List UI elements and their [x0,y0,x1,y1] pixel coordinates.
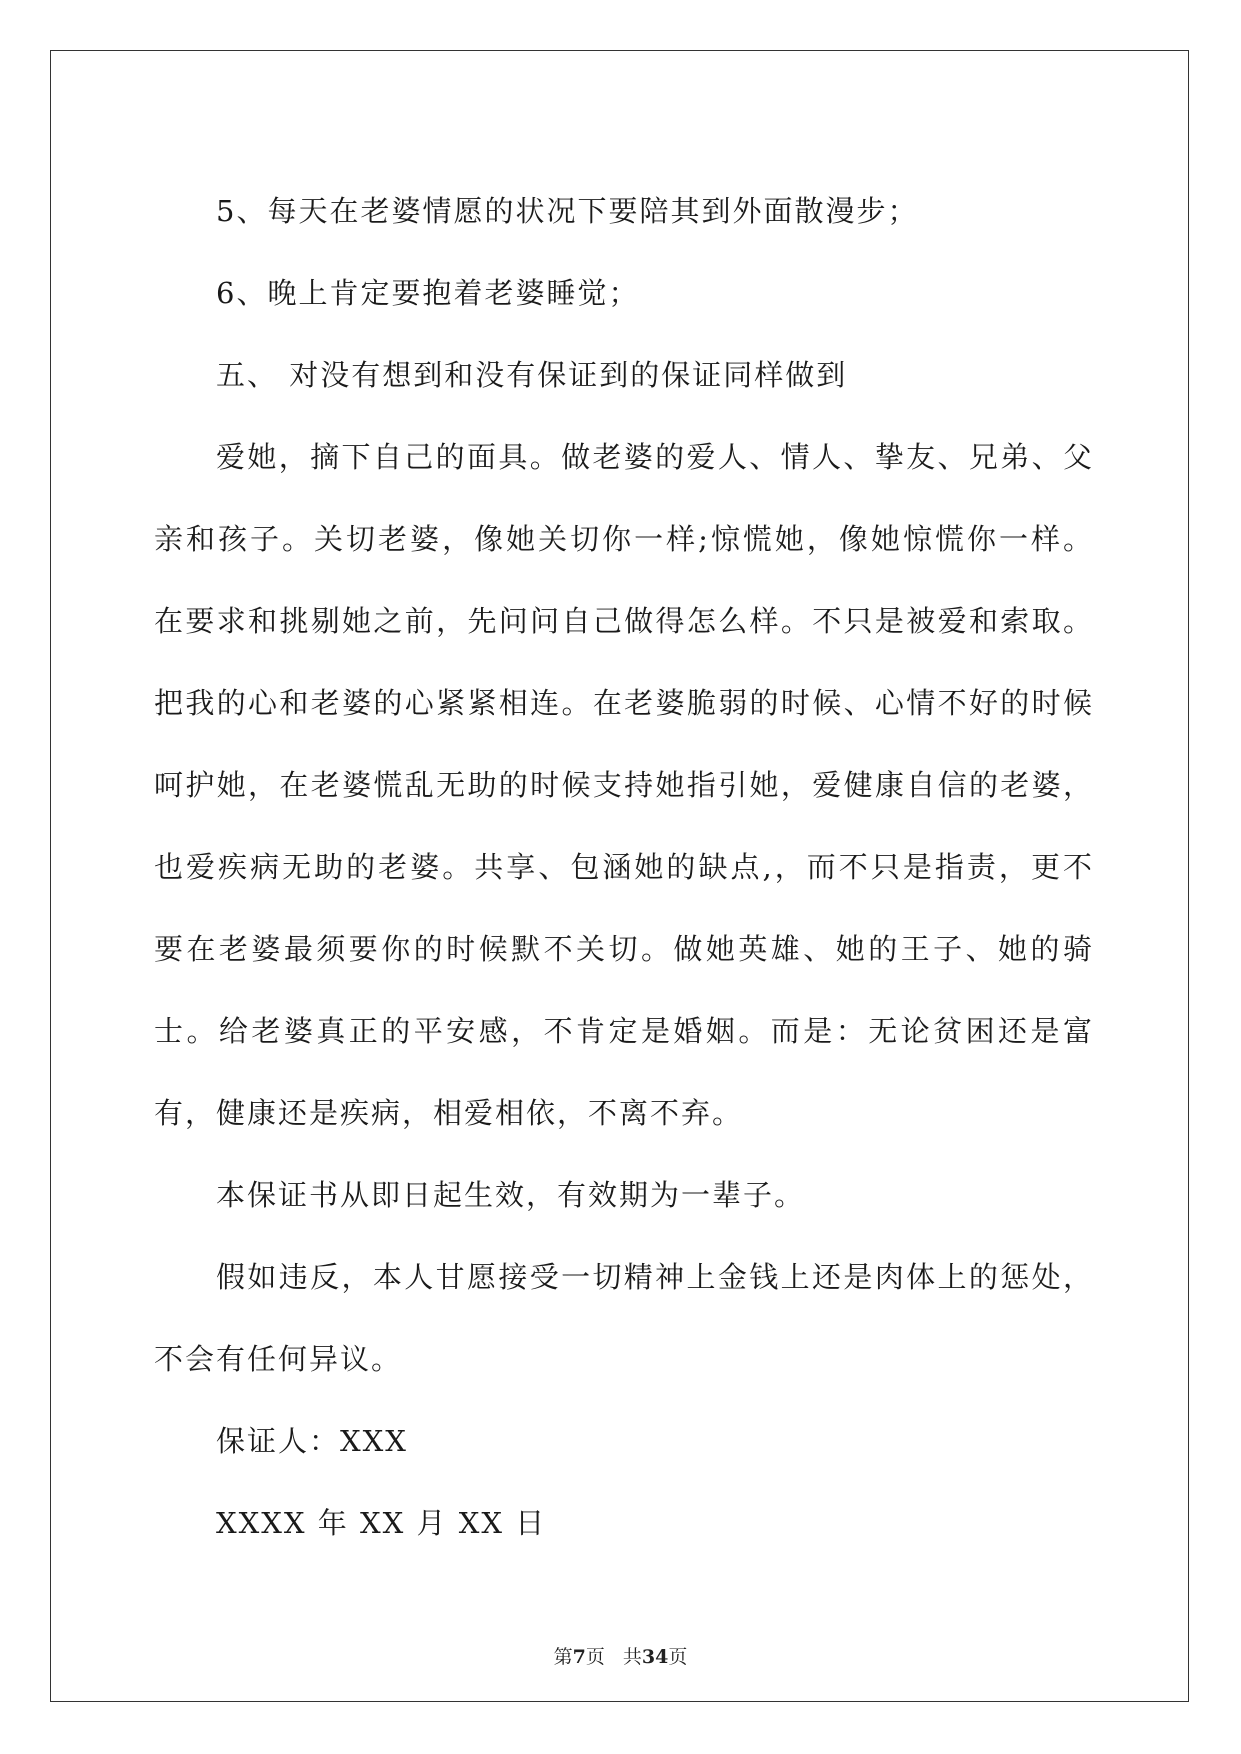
page-footer [0,1642,1241,1669]
total-prefix: 共 [622,1646,642,1668]
guarantor-line: 保证人：XXX [216,1424,408,1458]
page-prefix: 第 [553,1646,573,1668]
total-suffix: 页 [668,1646,688,1668]
item-5: 5、每天在老婆情愿的状况下要陪其到外面散漫步； [216,194,919,228]
paragraph-love: 爱她，摘下自己的面具。做老婆的爱人、情人、挚友、兄弟、父亲和孩子。关切老婆，像她关切你一样;惊慌她，像她惊慌你一样。在要求和挑剔她之前，先问问自己做得怎么样。不只是被爱和索取。把我的心和老婆的心紧紧相连。在老婆脆弱的时候、心情不好的时候呵护她，在老婆慌乱无助的时候支持她指引她，爱健康自信的老婆，也爱疾病无助的老婆。共享、包涵她的缺点,，而不只是指责，更不要在老婆最须要你的时候默不关切。做她英雄、她的王子、她的骑士。给老婆真正的平安感，不肯定是婚姻。而是：无论贫困还是富有，健康还是疾病，相爱相依，不离不弃。 [154,440,1094,1130]
item-6: 6、晚上肯定要抱着老婆睡觉； [216,276,640,310]
paragraph-effective: 本保证书从即日起生效，有效期为一辈子。 [216,1178,806,1212]
page-number: 7 [572,1646,586,1668]
page-suffix: 页 [585,1646,605,1668]
total-pages: 34 [641,1646,669,1668]
date-line: XXXX 年 XX 月 XX 日 [216,1506,547,1540]
document-body [154,170,1094,1564]
section-five-heading: 五、 对没有想到和没有保证到的保证同样做到 [216,358,848,392]
paragraph-penalty: 假如违反，本人甘愿接受一切精神上金钱上还是肉体上的惩处，不会有任何异议。 [154,1260,1094,1376]
